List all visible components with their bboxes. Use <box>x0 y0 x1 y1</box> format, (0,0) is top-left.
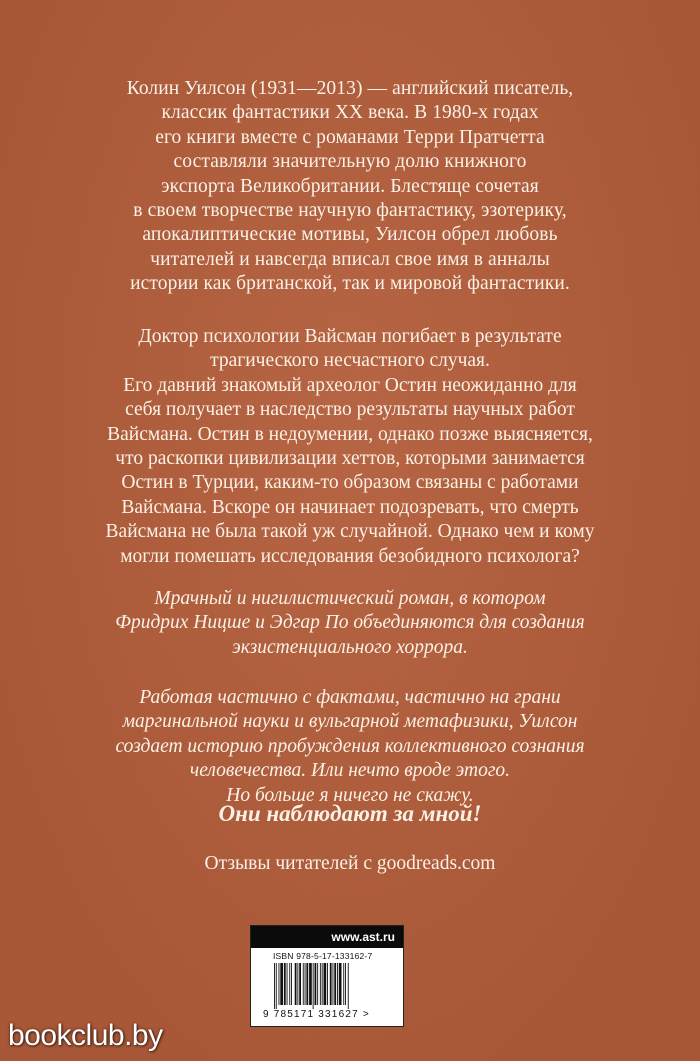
summary-line: Остин в Турции, каким-то образом связаны с работами <box>121 472 579 494</box>
summary-line: трагического несчастного случая. <box>210 350 490 372</box>
summary-line: что раскопки цивилизации хеттов, которыми занимается <box>115 448 585 470</box>
quote-line: экзистенциального хоррора. <box>232 636 468 658</box>
summary-line: Вайсмана. Вскоре он начинает подозревать, что смерть <box>121 496 579 518</box>
plot-summary <box>50 325 650 569</box>
review-source: Отзывы читателей с goodreads.com <box>204 853 496 874</box>
site-watermark: bookclub.by <box>8 1019 163 1052</box>
summary-line: Вайсмана не была такой уж случайной. Однако чем и кому <box>105 521 595 543</box>
barcode-icon <box>273 963 385 1009</box>
bio-line: читателей и навсегда вписал свое имя в анналы <box>150 248 550 270</box>
quote-line: Работая частично с фактами, частично на грани <box>139 687 561 708</box>
summary-line: себя получает в наследство результаты научных работ <box>125 399 575 421</box>
publisher-url: www.ast.ru <box>251 926 403 948</box>
bio-line: апокалиптические мотивы, Уилсон обрел любовь <box>142 224 558 246</box>
summary-line: Доктор психологии Вайсман погибает в результате <box>138 326 562 347</box>
isbn-text: ISBN 978-5-17-133162-7 <box>273 951 373 961</box>
bio-line: Колин Уилсон (1931—2013) — английский писатель, <box>126 78 574 99</box>
bio-line: истории как британской, так и мировой фантастики. <box>130 273 570 295</box>
review-quote-2 <box>50 686 650 808</box>
barcode-digits: 9 785171 331627 > <box>263 1009 370 1020</box>
isbn-barcode-block <box>250 925 404 1027</box>
bio-line: составляли значительную долю книжного <box>173 151 527 173</box>
quote-line: Мрачный и нигилистический роман, в котором <box>154 588 546 609</box>
review-quote-highlight: Они наблюдают за мной! <box>218 801 482 826</box>
summary-line: Вайсмана. Остин в недоумении, однако позже выясняется, <box>107 423 593 445</box>
bio-line: в своем творчестве научную фантастику, эзотерику, <box>133 200 567 222</box>
quote-line: Но больше я ничего не скажу. <box>226 784 474 806</box>
summary-line: Его давний знакомый археолог Остин неожиданно для <box>123 374 577 396</box>
author-bio <box>50 77 650 297</box>
quote-line: человечества. Или нечто вроде этого. <box>189 760 511 782</box>
bio-line: экспорта Великобритании. Блестяще сочетая <box>161 175 539 197</box>
quote-line: Фридрих Ницше и Эдгар По объединяются для создания <box>115 612 585 634</box>
quote-line: маргинальной науки и вульгарной метафизики, Уилсон <box>122 711 578 733</box>
quote-line: создает историю пробуждения коллективного сознания <box>115 735 585 757</box>
review-quote-1 <box>50 587 650 660</box>
summary-line: могли помешать исследования безобидного психолога? <box>120 545 580 567</box>
bio-line: его книги вместе с романами Терри Пратчетта <box>155 126 545 148</box>
bio-line: классик фантастики XX века. В 1980-х годах <box>161 102 539 124</box>
